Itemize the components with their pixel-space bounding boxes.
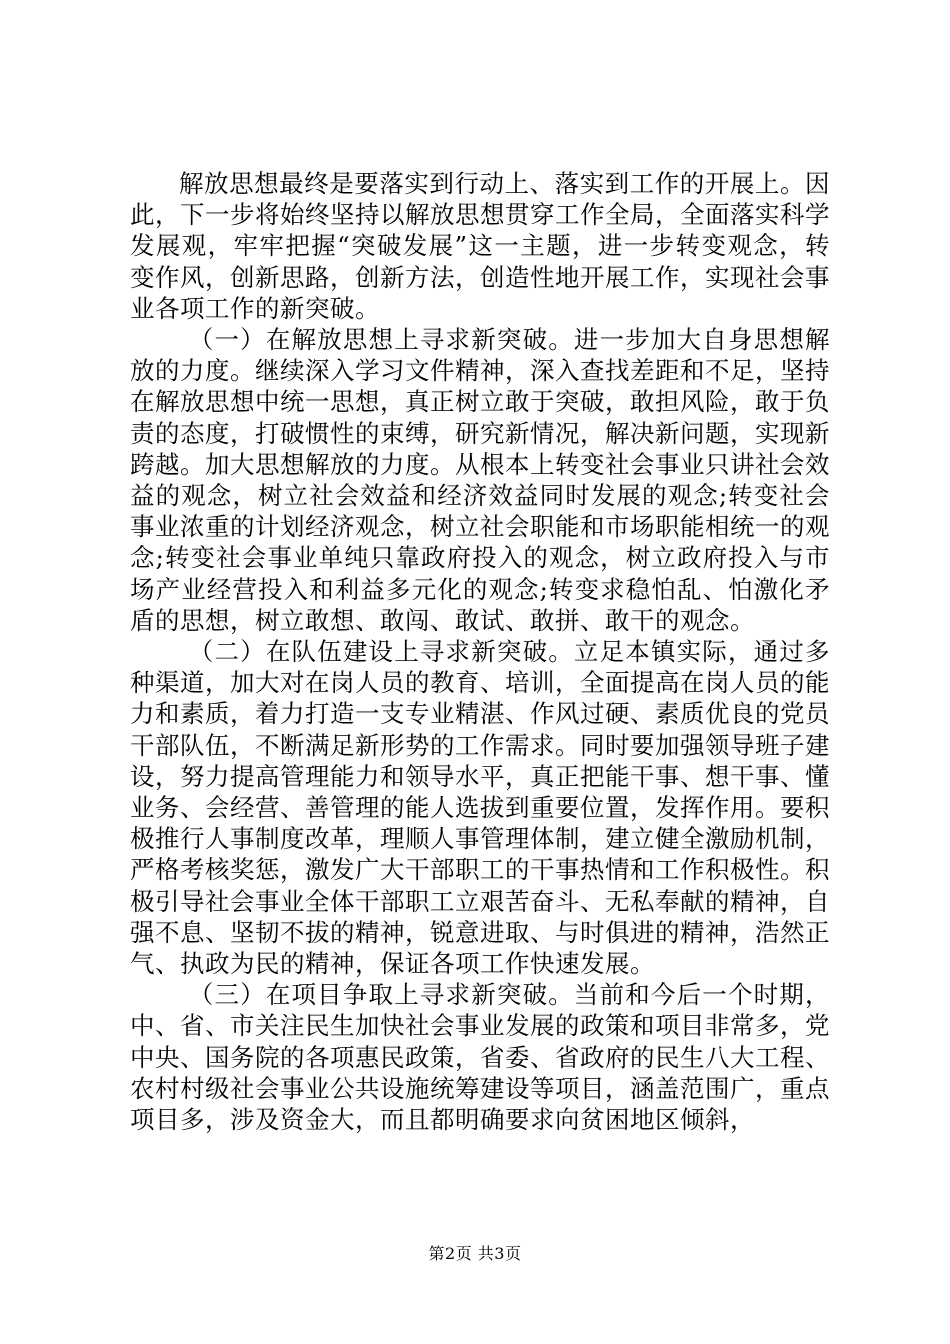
paragraph-section-1: （一）在解放思想上寻求新突破。进一步加大自身思想解放的力度。继续深入学习文件精神，深入查找差距和不足，坚持在解放思想中统一思想，真正树立敢于突破，敢担风险，敢于负责的态度，打破惯性的束缚，研究新情况，解决新问题，实现新跨越。加大思想解放的力度。从根本上转变社会事业只讲社会效益的观念，树立社会效益和经济效益同时发展的观念;转变社会事业浓重的计划经济观念，树立社会职能和市场职能相统一的观念;转变社会事业单纯只靠政府投入的观念，树立政府投入与市场产业经营投入和利益多元化的观念;转变求稳怕乱、怕激化矛盾的思想，树立敢想、敢闯、敢试、敢拼、敢干的观念。 bbox=[130, 325, 830, 635]
paragraph-intro: 解放思想最终是要落实到行动上、落实到工作的开展上。因此，下一步将始终坚持以解放思想贯穿工作全局，全面落实科学发展观，牢牢把握“突破发展”这一主题，进一步转变观念，转变作风，创新思路，创新方法，创造性地开展工作，实现社会事业各项工作的新突破。 bbox=[130, 169, 830, 323]
paragraph-section-3: （三）在项目争取上寻求新突破。当前和今后一个时期，中、省、市关注民生加快社会事业发展的政策和项目非常多，党中央、国务院的各项惠民政策，省委、省政府的民生八大工程、农村村级社会事业公共设施统筹建设等项目，涵盖范围广，重点项目多，涉及资金大，而且都明确要求向贫困地区倾斜， bbox=[130, 980, 830, 1135]
page-number-footer: 第2页 共3页 bbox=[428, 1244, 522, 1263]
paragraph-section-2: （二）在队伍建设上寻求新突破。立足本镇实际，通过多种渠道，加大对在岗人员的教育、培训，全面提高在岗人员的能力和素质，着力打造一支专业精湛、作风过硬、素质优良的党员干部队伍，不断满足新形势的工作需求。同时要加强领导班子建设，努力提高管理能力和领导水平，真正把能干事、想干事、懂业务、会经营、善管理的能人选拔到重要位置，发挥作用。要积极推行人事制度改革，理顺人事管理体制，建立健全激励机制，严格考核奖惩，激发广大干部职工的干事热情和工作积极性。积极引导社会事业全体干部职工立艰苦奋斗、无私奉献的精神，自强不息、坚韧不拔的精神，锐意进取、与时俱进的精神，浩然正气、执政为民的精神，保证各项工作快速发展。 bbox=[130, 637, 830, 979]
document-body bbox=[130, 168, 830, 1135]
